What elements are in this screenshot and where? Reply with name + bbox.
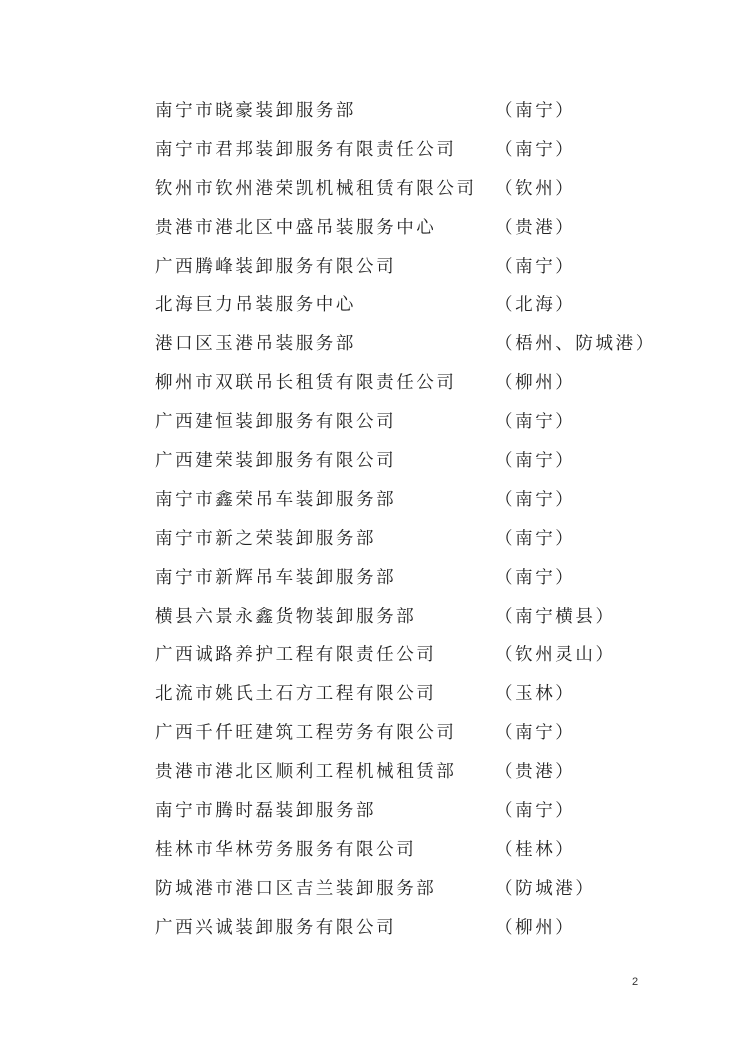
list-item [155, 481, 655, 520]
company-name: 广西千仟旺建筑工程劳务有限公司 [155, 723, 457, 744]
company-name: 横县六景永鑫货物装卸服务部 [155, 606, 417, 627]
list-item [155, 559, 655, 598]
company-region: （南宁） [495, 801, 576, 822]
list-item [155, 364, 655, 403]
company-region: （南宁） [495, 412, 576, 433]
company-name: 柳州市双联吊长租赁有限责任公司 [155, 373, 457, 394]
company-region: （南宁） [495, 451, 576, 472]
company-name: 南宁市晓豪装卸服务部 [155, 101, 356, 121]
company-name: 贵港市港北区中盛吊装服务中心 [155, 217, 437, 238]
list-item [155, 909, 655, 948]
company-region: （南宁横县） [495, 606, 616, 627]
company-region: （贵港） [495, 217, 576, 238]
company-region: （贵港） [495, 762, 576, 783]
company-region: （南宁） [495, 528, 576, 549]
list-item [155, 325, 655, 364]
company-region: （梧州、防城港） [495, 334, 656, 355]
list-item [155, 248, 655, 287]
company-region: （南宁） [495, 101, 576, 121]
list-item [155, 870, 655, 909]
company-name: 广西建荣装卸服务有限公司 [155, 451, 397, 472]
list-item [155, 753, 655, 792]
list-item [155, 209, 655, 248]
company-name: 南宁市新之荣装卸服务部 [155, 528, 377, 549]
list-item [155, 675, 655, 714]
company-region: （钦州） [495, 178, 576, 199]
company-name: 北流市姚氏土石方工程有限公司 [155, 684, 437, 705]
company-name: 广西诚路养护工程有限责任公司 [155, 645, 437, 666]
company-name: 桂林市华林劳务服务有限公司 [155, 839, 417, 860]
company-name: 贵港市港北区顺利工程机械租赁部 [155, 762, 457, 783]
list-item [155, 636, 655, 675]
company-region: （南宁） [495, 723, 576, 744]
list-item [155, 792, 655, 831]
company-region: （南宁） [495, 567, 576, 588]
company-region: （玉林） [495, 684, 576, 705]
company-region: （柳州） [495, 373, 576, 394]
company-list [155, 92, 655, 948]
company-region: （北海） [495, 295, 576, 316]
company-name: 广西兴诚装卸服务有限公司 [155, 917, 397, 938]
list-item [155, 442, 655, 481]
list-item [155, 92, 655, 131]
company-name: 南宁市君邦装卸服务有限责任公司 [155, 139, 457, 160]
company-region: （钦州灵山） [495, 645, 616, 666]
company-region: （桂林） [495, 839, 576, 860]
company-name: 港口区玉港吊装服务部 [155, 334, 356, 355]
company-name: 钦州市钦州港荣凯机械租赁有限公司 [155, 178, 477, 199]
company-name: 广西建恒装卸服务有限公司 [155, 412, 397, 433]
company-name: 南宁市新辉吊车装卸服务部 [155, 567, 397, 588]
list-item [155, 831, 655, 870]
company-name: 南宁市鑫荣吊车装卸服务部 [155, 489, 397, 510]
list-item [155, 131, 655, 170]
company-name: 广西腾峰装卸服务有限公司 [155, 256, 397, 277]
company-region: （柳州） [495, 917, 576, 938]
company-name: 南宁市腾时磊装卸服务部 [155, 801, 377, 822]
company-region: （南宁） [495, 256, 576, 277]
list-item [155, 170, 655, 209]
list-item [155, 403, 655, 442]
page-number: 2 [632, 976, 639, 988]
company-region: （防城港） [495, 878, 596, 899]
list-item [155, 714, 655, 753]
company-name: 防城港市港口区吉兰装卸服务部 [155, 878, 437, 899]
list-item [155, 520, 655, 559]
list-item [155, 286, 655, 325]
company-region: （南宁） [495, 139, 576, 160]
company-region: （南宁） [495, 489, 576, 510]
company-name: 北海巨力吊装服务中心 [155, 295, 356, 316]
list-item [155, 598, 655, 637]
